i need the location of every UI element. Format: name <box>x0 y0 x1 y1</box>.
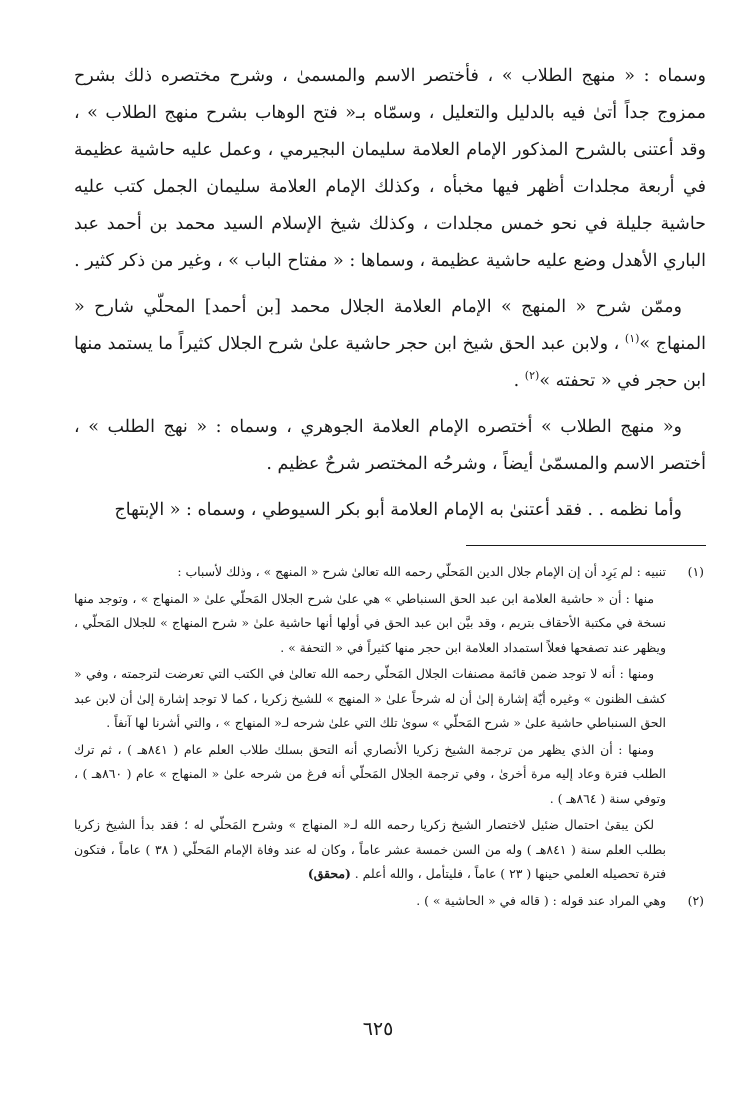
paragraph-2: وممّن شرح « المنهج » الإمام العلامة الجلال محمد [بن أحمد] المحلّي شارح « المنهاج »$^{(١)}$ ، ولابن عبد الحق شيخ ابن حجر حاشية علىٰ شرح الجلال كثيراً ما يستمد منها ابن حجر في « تحفته »$^{(٢)}$ . <box>74 297 706 391</box>
footnote-2 <box>74 889 706 916</box>
page-number: ٦٢٥ <box>362 1018 394 1040</box>
paragraph-1: وسماه : « منهج الطلاب » ، فأختصر الاسم والمسمىٰ ، وشرح مختصره ذلك بشرح ممزوج جداً أتىٰ فيه بالدليل والتعليل ، وسمّاه بـ« فتح الوهاب بشرح منهج الطلاب » ، وقد أعتنى بالشرح المذكور الإمام العلامة سليمان البجيرمي ، وعمل عليه حاشية عظيمة في أربعة مجلدات أظهر فيها مخبأه ، وكذلك الإمام العلامة سليمان الجمل كتب عليه حاشية جليلة في نحو خمس مجلدات ، وكذلك شيخ الإسلام السيد محمد بن أحمد عبد الباري الأهدل وضع عليه حاشية عظيمة ، وسماها : « مفتاح الباب » ، وغير من ذكر كثير . <box>74 66 706 271</box>
footnote-number: (١) <box>687 564 704 579</box>
footnote-1 <box>74 560 706 889</box>
footnote-ref-1[interactable]: (١) <box>624 332 640 346</box>
main-text <box>74 58 706 529</box>
footnote-body: وهي المراد عند قوله : ( قاله في « الحاشية » ) . <box>416 892 666 908</box>
book-page <box>74 58 706 1098</box>
footnotes <box>74 560 706 915</box>
editor-signature: (محقق) <box>307 866 351 881</box>
footnote-ref-2[interactable]: (٢) <box>524 369 540 383</box>
paragraph-3: و« منهج الطلاب » أختصره الإمام العلامة الجوهري ، وسماه : « نهج الطلب » ، أختصر الاسم والمسمّىٰ أيضاً ، وشرحُه المختصر شرحٌ عظيم . <box>74 417 706 474</box>
paragraph-4: وأما نظمه . . فقد أعتنىٰ به الإمام العلامة أبو بكر السيوطي ، وسماه : « الإبتهاج <box>114 500 682 520</box>
footnote-number: (٢) <box>687 892 704 908</box>
footnote-separator <box>466 545 706 546</box>
footnote-body: تنبيه : لم يَرِد أن إن الإمام جلال الدين المَحلّي رحمه الله تعالىٰ شرح « المنهج » ، وذلك لأسباب : منها : أن « حاشية العلامة ابن عبد الحق السنباطي » هي علىٰ شرح الجلال المَحلّي علىٰ « المنهاج » ، وتوجد منها نسخة في مكتبة الأحقاف بتريم ، وقد بيَّن ابن عبد الحق في أولها أنها حاشية علىٰ « شرح المنهاج » للجلال المَحلّي ، ويظهر عند تصفحها فعلاً استمداد العلامة ابن حجر منها كثيراً في « التحفة » . ومنها : أنه لا توجد ضمن قائمة مصنفات الجلال المَحلّي رحمه الله تعالىٰ في الكتب التي تعرضت لترجمته ، وفي « كشف الظنون » وغيره أيّة إشارة إلىٰ أن له شرحاً علىٰ « المنهج » للشيخ زكريا ، كما لا توجد إشارة إلىٰ أن لابن عبد الحق السنباطي حاشية علىٰ « شرح المَحلّي » سوىٰ تلك التي علىٰ شرحه لـ« المنهاج » ، والتي أشرنا لها آنفاً . ومنها : أن الذي يظهر من ترجمة الشيخ زكريا الأنصاري أنه التحق بسلك طلاب العلم عام ( ٨٤١هـ ) ، ثم ترك الطلب فترة وعاد إليه مرة أخرىٰ ، وفي ترجمة الجلال المَحلّي أنه فرغ من شرحه علىٰ « المنهاج » عام ( ٨٦٠هـ ) ، وتوفي سنة ( ٨٦٤هـ ) . لكن يبقىٰ احتمال ضئيل لاختصار الشيخ زكريا رحمه الله لـ« المنهاج » وشرح المَحلّي له ؛ فقد بدأ الشيخ زكريا بطلب العلم سنة ( ٨٤١هـ ) وله من السن خمسة عشر عاماً ، وكان له عند وفاة الإمام المَحلّي ( ٣٨ ) عاماً ، فتكون فترة تحصيله العلمي حينها ( ٢٣ ) عاماً ، فليتأمل ، والله أعلم . (محقق) <box>74 564 667 881</box>
